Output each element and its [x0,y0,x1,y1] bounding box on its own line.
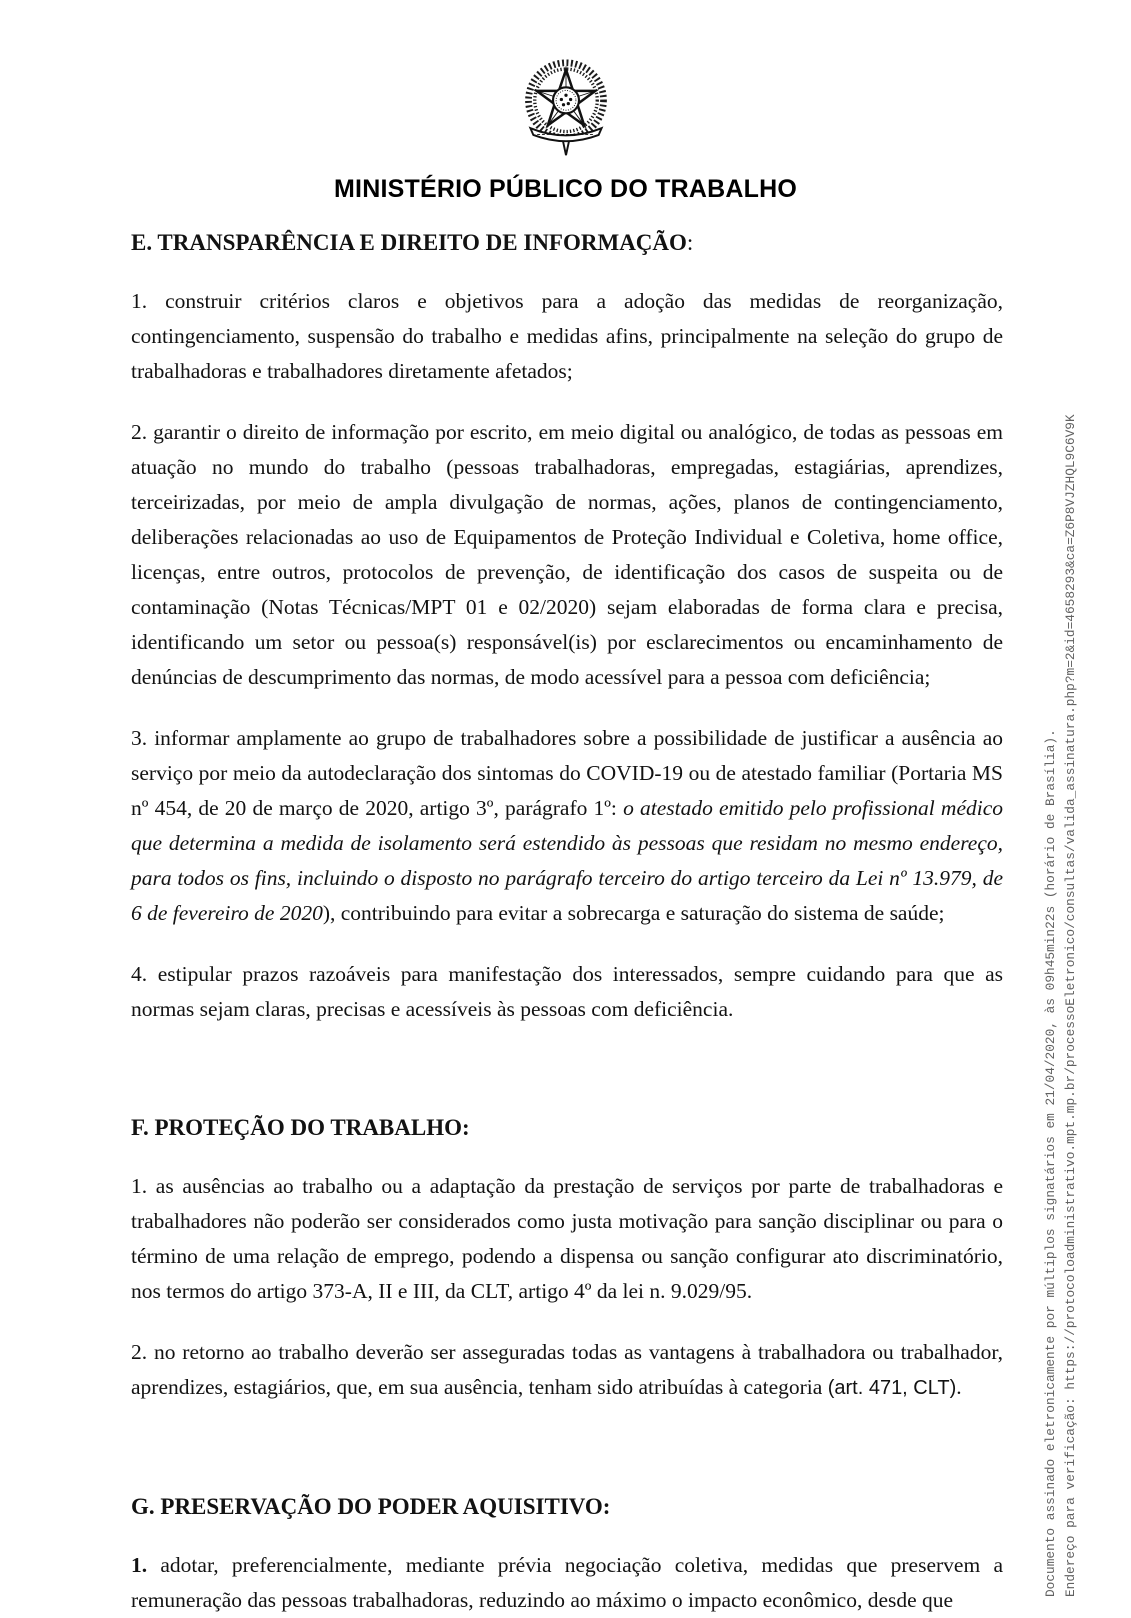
signature-note-line1: Documento assinado eletronicamente por múltiplos signatários em 21/04/2020, às 09h45min22s (horário de Brasília). [1043,729,1058,1597]
section-E-paragraph-3-text-run: ), contribuindo para evitar a sobrecarga e saturação do sistema de saúde; [322,901,945,925]
section-F-heading [131,1113,1003,1143]
section-G [131,1492,1003,1618]
section-E-heading [131,228,1003,258]
document-header [0,0,1131,204]
section-F-paragraph-2-text-run: (art. 471, CLT) [827,1377,957,1399]
section-E-paragraph-2 [131,415,1003,695]
section-E-paragraph-1 [131,284,1003,389]
coat-of-arms-icon [508,58,624,158]
section-F-paragraph-1-text-run: 1. as ausências ao trabalho ou a adaptação da prestação de serviços por parte de trabalhadoras e trabalhadores não poderão ser considerados como justa motivação para sanção disciplinar ou para o término de uma relação de emprego, podendo a dispensa ou sanção configurar ato discriminatório, nos termos do artigo 373-A, II e III, da CLT, artigo 4º da lei n. 9.029/95. [131,1174,1003,1303]
section-E-heading-text-run: : [686,230,694,255]
section-E-paragraph-4 [131,957,1003,1027]
section-F [131,1113,1003,1406]
signature-note-line2: Endereço para verificação: https://protocoloadministrativo.mpt.mp.br/processoEletronico/consultas/valida_assinatura.php?m=2&id=4658293&ca=Z6P8VJZHQL9C6V9K [1063,414,1078,1597]
section-E-paragraph-4-text-run: 4. estipular prazos razoáveis para manifestação dos interessados, sempre cuidando para que as normas sejam claras, precisas e acessíveis às pessoas com deficiência. [131,962,1003,1021]
section-F-paragraph-2-text-run: . [956,1375,962,1399]
section-F-paragraph-2-text-run: 2. no retorno ao trabalho deverão ser asseguradas todas as vantagens à trabalhadora ou trabalhador, aprendizes, estagiários, que, em sua ausência, tenham sido atribuídas à categoria [131,1340,1003,1399]
section-E [131,228,1003,1027]
section-G-paragraph-1-text-run: adotar, preferencialmente, mediante prévia negociação coletiva, medidas que preservem a remuneração das pessoas trabalhadoras, reduzindo ao máximo o impacto econômico, desde que [131,1553,1003,1612]
section-F-heading-text-run: F. PROTEÇÃO DO TRABALHO: [131,1115,470,1140]
section-E-paragraph-2-text-run: 2. garantir o direito de informação por escrito, em meio digital ou analógico, de todas as pessoas em atuação no mundo do trabalho (pessoas trabalhadoras, empregadas, estagiárias, aprendizes, terceirizadas, por meio de ampla divulgação de normas, ações, planos de contingenciamento, deliberações relacionadas ao uso de Equipamentos de Proteção Individual e Coletiva, home office, licenças, entre outros, protocolos de prevenção, de identificação dos casos de suspeita ou de contaminação (Notas Técnicas/MPT 01 e 02/2020) sejam elaboradas de forma clara e precisa, identificando um setor ou pessoa(s) responsável(is) por esclarecimentos ou encaminhamento de denúncias de descumprimento das normas, de modo acessível para a pessoa com deficiência; [131,420,1003,689]
signature-verification-note [1041,414,1081,1597]
section-E-heading-text-run: E. TRANSPARÊNCIA E DIREITO DE INFORMAÇÃO [131,230,687,255]
section-E-paragraph-1-text-run: 1. construir critérios claros e objetivos para a adoção das medidas de reorganização, contingenciamento, suspensão do trabalho e medidas afins, principalmente na seleção do grupo de trabalhadoras e trabalhadores diretamente afetados; [131,289,1003,383]
section-E-paragraph-3-text-run: o atestado emitido pelo profissional médico que determina a medida de isolamento será estendido às pessoas que residam no mesmo endereço, para todos os fins, incluindo o disposto no parágrafo terceiro do artigo terceiro da Lei nº 13.979, de 6 de fevereiro de 2020 [131,796,1003,925]
section-G-heading [131,1492,1003,1522]
org-title: MINISTÉRIO PÚBLICO DO TRABALHO [334,175,797,203]
section-F-paragraph-2 [131,1335,1003,1406]
section-G-paragraph-1-text-run: 1. [131,1553,148,1577]
section-F-paragraph-1 [131,1169,1003,1309]
document-body [0,228,1131,1618]
section-E-paragraph-3 [131,721,1003,931]
section-G-paragraph-1 [131,1548,1003,1618]
section-G-heading-text-run: G. PRESERVAÇÃO DO PODER AQUISITIVO: [131,1494,611,1519]
section-E-paragraph-3-text-run: 3. informar amplamente ao grupo de trabalhadores sobre a possibilidade de justificar a ausência ao serviço por meio da autodeclaração dos sintomas do COVID-19 ou de atestado familiar (Portaria MS nº 454, de 20 de março de 2020, artigo 3º, parágrafo 1º: [131,726,1003,820]
